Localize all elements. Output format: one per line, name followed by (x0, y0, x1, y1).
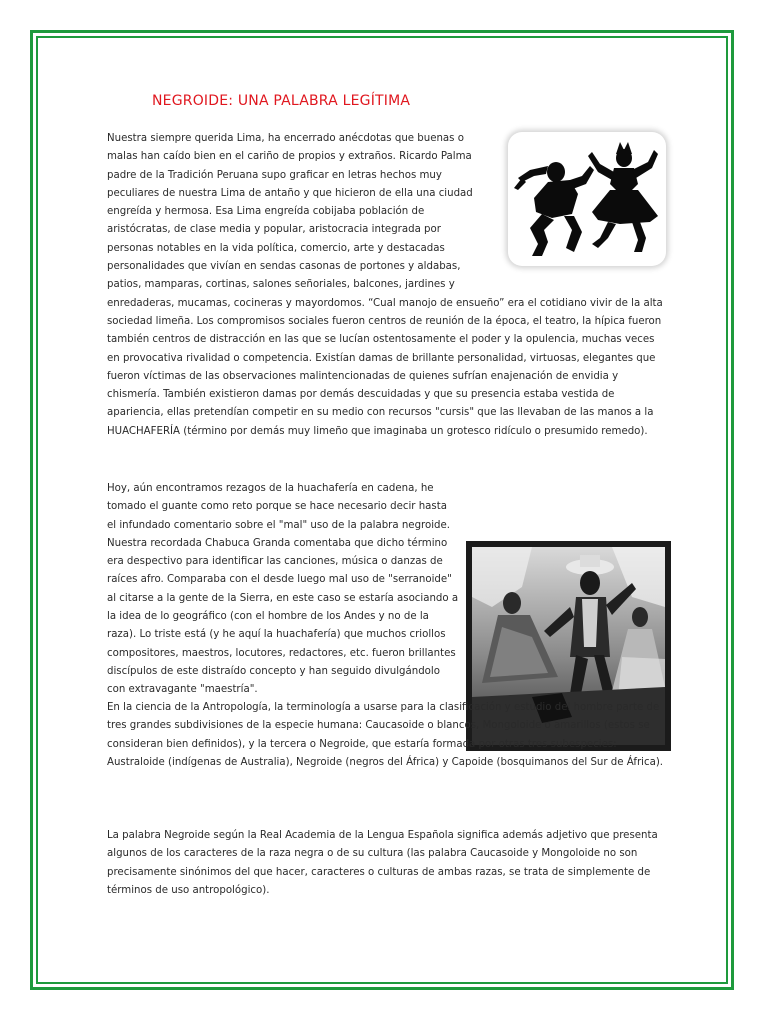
paragraph-anthropology-text: En la ciencia de la Antropología, la terminología a usarse para la clasificación y estudio del hombre parte de tres grandes subdivisiones de la especie humana: Caucasoide o blancos, Mongoloide o amarillos (estos se consideran bien definidos), y la tercera o Negroide, que estaría formada por otras tres subespecies: Australoide (indígenas de Australia), Negroide (negros del África) y Capoide (bosquimanos del Sur de África). (107, 702, 664, 768)
paragraph-rae-definition-text: La palabra Negroide según la Real Academia de la Lengua Española significa además adjetivo que presenta algunos de los caracteres de la raza negra o de su cultura (las palabra Caucasoide y Mongoloide no son precisamente sinónimos del que hacer, caracteres o culturas de ambas razas, se trata de simplemente de términos de uso antropológico). (107, 830, 658, 896)
paragraph-rae-definition (107, 827, 667, 900)
document-title: NEGROIDE: UNA PALABRA LEGÍTIMA (152, 93, 411, 109)
paragraph-huachaferia-text: Hoy, aún encontramos rezagos de la huachafería en cadena, he tomado el guante como reto porque se hace necesario decir hasta el infundado comentario sobre el "mal" uso de la palabra negroide. Nuestra recordada Chabuca Granda comentaba que dicho término era despectivo para identificar las canciones, música o danzas de raíces afro. Comparaba con el desde luego mal uso de "serranoide" al citarse a la gente de la Sierra, en este caso se estaría asociando a la idea de lo geográfico (con el hombre de los Andes y no de la raza). Lo triste está (y he aquí la huachafería) que muchos criollos compositores, maestros, locutores, redactores, etc. fueron brillantes discípulos de este distraído concepto y han seguido divulgándolo con extravagante "maestría". (107, 483, 459, 696)
paragraph-intro-text: Nuestra siempre querida Lima, ha encerrado anécdotas que buenas o malas han caído bien en el cariño de propios y extraños. Ricardo Palma padre de la Tradición Peruana supo graficar en letras hechos muy peculiares de nuestra Lima de antaño y que hicieron de ella una ciudad engreída y hermosa. Esa Lima engreída cobijaba población de aristócratas, de clase media y popular, aristocracia integrada por personas notables en la vida política, comercio, arte y destacadas personalidades que vivían en sendas casonas de portones y aldabas, patios, mamparas, cortinas, salones señoriales, balcones, jardines y enredaderas, mucamas, cocineras y mayordomos. “Cual manojo de ensueño” era el cotidiano vivir de la alta sociedad limeña. Los compromisos sociales fueron centros de reunión de la época, el teatro, la hípica fueron también centros de distracción en las que se lucían ostentosamente el poder y la opulencia, muchas veces en provocativa rivalidad o competencia. Existían damas de brillante personalidad, virtuosas, elegantes que fueron víctimas de las observaciones malintencionadas de quienes sufrían enajenación de envidia y chismería. También existieron damas por demás descuidadas y que su presencia estaba vestida de apariencia, ellas pretendían competir en su medio con recursos "cursis" que las llevaban de las manos a la HUACHAFERÍA (término por demás muy limeño que imaginaba un grotesco ridículo o presumido remedo). (107, 133, 663, 437)
paragraph-anthropology (107, 699, 667, 772)
paragraph-intro (107, 130, 667, 441)
image-spacer (489, 130, 667, 290)
